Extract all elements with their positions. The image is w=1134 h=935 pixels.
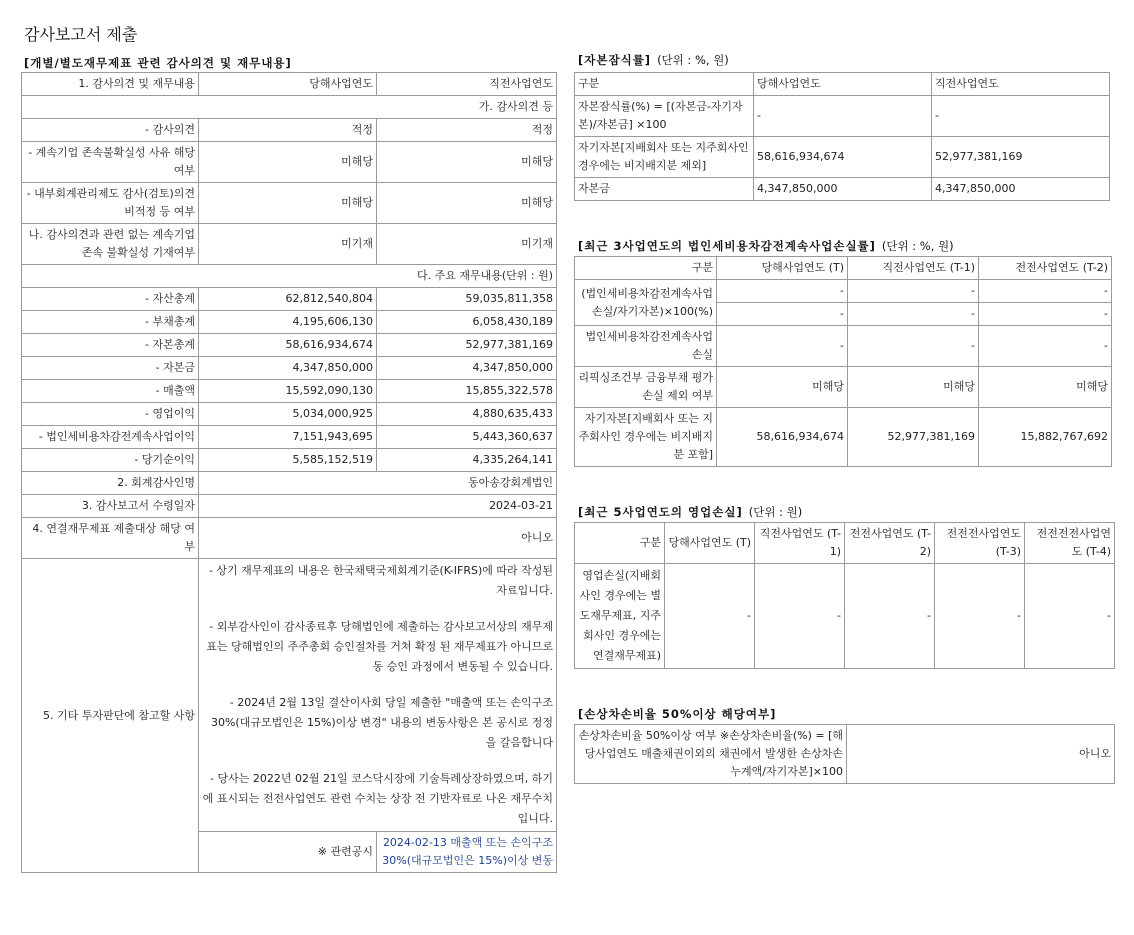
row-label: 손상차손비율 50%이상 여부 ※손상차손비율(%) = [해당사업연도 매출채권이외의 채권에서 발생한 손상차손 누계액/자기자본]×100	[575, 725, 847, 784]
current-value: 미해당	[199, 142, 377, 183]
table-row	[22, 142, 557, 183]
opinion-heading: 가. 감사의견 등	[22, 96, 557, 119]
table-row	[575, 280, 1112, 303]
table-row	[22, 119, 557, 142]
header-t-1: 직전사업연도 (T-1)	[848, 257, 979, 280]
financial-heading: 다. 주요 재무내용(단위 : 원)	[22, 265, 557, 288]
current-value: 미기재	[199, 224, 377, 265]
note-3: - 2024년 2월 13일 결산이사회 당일 제출한 "매출액 또는 손익구조 30%(대규모법인은 15%)이상 변경" 내용의 변동사항은 본 공시로 정정을 갈음합니다	[210, 696, 553, 749]
pretax-loss-title-text: [최근 3사업연도의 법인세비용차감전계속사업손실률]	[578, 239, 876, 253]
row-label: 자기자본[지배회사 또는 지주회사인 경우에는 비지배지분 포함]	[575, 408, 717, 467]
value-t-1: -	[755, 564, 845, 669]
table-row	[575, 564, 1115, 669]
table-row	[575, 367, 1112, 408]
audit-opinion-table	[21, 72, 557, 873]
other-notes	[199, 559, 557, 832]
row-label: 자본잠식률(%) = [(자본금-자기자본)/자본금] ×100	[575, 96, 754, 137]
table-row	[575, 725, 1115, 784]
table-header-row	[575, 257, 1112, 280]
value-t-1: 52,977,381,169	[848, 408, 979, 467]
header-t-2: 전전사업연도 (T-2)	[979, 257, 1112, 280]
pretax-loss-unit: (단위 : %, 원)	[881, 239, 954, 253]
previous-value: 4,880,635,433	[377, 403, 557, 426]
header-current-year: 당해사업연도	[199, 73, 377, 96]
previous-value: 미해당	[377, 142, 557, 183]
header-t: 당해사업연도 (T)	[717, 257, 848, 280]
table-row	[22, 288, 557, 311]
note-1: - 상기 재무제표의 내용은 한국채택국제회계기준(K-IFRS)에 따라 작성된 자료입니다.	[208, 564, 553, 597]
current-value: 미해당	[199, 183, 377, 224]
receipt-date-label: 3. 감사보고서 수령일자	[22, 495, 199, 518]
value-t-2: -	[845, 564, 935, 669]
row-label: - 당기순이익	[22, 449, 199, 472]
capital-impairment-title	[578, 52, 729, 68]
capital-impairment-title-text: [자본잠식률]	[578, 53, 652, 67]
current-value: 적정	[199, 119, 377, 142]
current-value: 58,616,934,674	[754, 137, 932, 178]
current-value: 7,151,943,695	[199, 426, 377, 449]
previous-value: 4,347,850,000	[377, 357, 557, 380]
header-t-2: 전전사업연도 (T-2)	[845, 523, 935, 564]
table-row	[575, 178, 1110, 201]
auditor-value: 동아송강회계법인	[199, 472, 557, 495]
row-label: - 매출액	[22, 380, 199, 403]
pretax-loss-table	[574, 256, 1112, 467]
table-row	[22, 311, 557, 334]
table-row	[575, 408, 1112, 467]
table-row	[22, 224, 557, 265]
previous-value: 52,977,381,169	[932, 137, 1110, 178]
ratio-value: -	[848, 303, 979, 326]
table-row	[575, 137, 1110, 178]
value-t: -	[665, 564, 755, 669]
table-header-row	[575, 523, 1115, 564]
current-value: 62,812,540,804	[199, 288, 377, 311]
table-row	[575, 326, 1112, 367]
value-t: -	[717, 326, 848, 367]
related-disclosure-link[interactable]: 2024-02-13 매출액 또는 손익구조 30%(대규모법인은 15%)이상 변동	[377, 832, 557, 873]
capital-impairment-table	[574, 72, 1110, 201]
table-header-row	[575, 73, 1110, 96]
previous-value: 6,058,430,189	[377, 311, 557, 334]
current-value: 58,616,934,674	[199, 334, 377, 357]
current-value: 15,592,090,130	[199, 380, 377, 403]
table-row	[22, 495, 557, 518]
table-row	[22, 559, 557, 832]
previous-value: 5,443,360,637	[377, 426, 557, 449]
audit-section-title: [개별/별도재무제표 관련 감사의견 및 재무내용]	[24, 56, 292, 70]
note-2: - 외부감사인이 감사종료후 당해법인에 제출하는 감사보고서상의 재무제표는 당해법인의 주주총회 승인절차를 거쳐 확정 된 재무제표가 아니므로 동 승인 과정에서 변동될 수 있습니다.	[206, 620, 553, 673]
row-label: 리픽싱조건부 금융부채 평가손실 제외 여부	[575, 367, 717, 408]
note-4: - 당사는 2022년 02월 21일 코스닥시장에 기술특례상장하였으며, 하기에 표시되는 전전사업연도 관련 수치는 상장 전 기반자료로 나온 재무수치입니다.	[202, 772, 553, 825]
previous-value: 4,335,264,141	[377, 449, 557, 472]
ratio-value: -	[979, 280, 1112, 303]
table-row	[22, 472, 557, 495]
previous-value: 미기재	[377, 224, 557, 265]
ratio-label: (법인세비용차감전계속사업손실/자기자본)×100(%)	[575, 280, 717, 326]
header-t-3: 전전전사업연도 (T-3)	[935, 523, 1025, 564]
current-value: 5,585,152,519	[199, 449, 377, 472]
table-row	[22, 334, 557, 357]
related-disclosure-label: ※ 관련공시	[199, 832, 377, 873]
table-row	[22, 357, 557, 380]
previous-value: 4,347,850,000	[932, 178, 1110, 201]
value-t-4: -	[1025, 564, 1115, 669]
bad-debt-table	[574, 724, 1115, 784]
current-value: -	[754, 96, 932, 137]
header-category: 구분	[575, 257, 717, 280]
row-label: 자기자본[지배회사 또는 지주회사인 경우에는 비지배지분 제외]	[575, 137, 754, 178]
header-label: 1. 감사의견 및 재무내용	[22, 73, 199, 96]
page-title: 감사보고서 제출	[24, 25, 138, 44]
previous-value: 15,855,322,578	[377, 380, 557, 403]
ratio-value: -	[848, 280, 979, 303]
header-t-4: 전전전전사업연도 (T-4)	[1025, 523, 1115, 564]
value-t-3: -	[935, 564, 1025, 669]
row-label: - 부채총계	[22, 311, 199, 334]
previous-value: 52,977,381,169	[377, 334, 557, 357]
bad-debt-value: 아니오	[847, 725, 1115, 784]
previous-value: 미해당	[377, 183, 557, 224]
auditor-label: 2. 회계감사인명	[22, 472, 199, 495]
row-label: - 계속기업 존속불확실성 사유 해당여부	[22, 142, 199, 183]
ratio-value: -	[717, 280, 848, 303]
operating-loss-title-text: [최근 5사업연도의 영업손실]	[578, 505, 743, 519]
header-t: 당해사업연도 (T)	[665, 523, 755, 564]
table-row	[22, 183, 557, 224]
other-label: 5. 기타 투자판단에 참고할 사항	[22, 559, 199, 873]
header-previous-year: 직전사업연도	[932, 73, 1110, 96]
pretax-loss-title	[578, 238, 954, 254]
row-label: - 내부회계관리제도 감사(검토)의견 비적정 등 여부	[22, 183, 199, 224]
header-t-1: 직전사업연도 (T-1)	[755, 523, 845, 564]
row-label: - 자본총계	[22, 334, 199, 357]
bad-debt-title: [손상차손비율 50%이상 해당여부]	[578, 707, 777, 721]
row-label: - 자본금	[22, 357, 199, 380]
row-label: - 자산총계	[22, 288, 199, 311]
table-row	[22, 380, 557, 403]
row-label: 자본금	[575, 178, 754, 201]
ratio-value: -	[717, 303, 848, 326]
table-row	[22, 449, 557, 472]
header-previous-year: 직전사업연도	[377, 73, 557, 96]
table-row	[22, 426, 557, 449]
operating-loss-title	[578, 504, 802, 520]
table-row	[22, 518, 557, 559]
ratio-value: -	[979, 303, 1112, 326]
header-category: 구분	[575, 523, 665, 564]
table-row	[22, 403, 557, 426]
row-label: 나. 감사의견과 관련 없는 계속기업 존속 불확실성 기재여부	[22, 224, 199, 265]
operating-loss-table	[574, 522, 1115, 669]
current-value: 4,195,606,130	[199, 311, 377, 334]
current-value: 5,034,000,925	[199, 403, 377, 426]
value-t-1: -	[848, 326, 979, 367]
row-label: - 감사의견	[22, 119, 199, 142]
table-row	[575, 96, 1110, 137]
capital-impairment-unit: (단위 : %, 원)	[657, 53, 729, 67]
operating-loss-unit: (단위 : 원)	[748, 505, 803, 519]
previous-value: 59,035,811,358	[377, 288, 557, 311]
value-t-2: 미해당	[979, 367, 1112, 408]
consolidated-label: 4. 연결재무제표 제출대상 해당 여부	[22, 518, 199, 559]
previous-value: 적정	[377, 119, 557, 142]
value-t-2: -	[979, 326, 1112, 367]
header-current-year: 당해사업연도	[754, 73, 932, 96]
row-label: 법인세비용차감전계속사업손실	[575, 326, 717, 367]
current-value: 4,347,850,000	[199, 357, 377, 380]
row-label: - 영업이익	[22, 403, 199, 426]
receipt-date-value: 2024-03-21	[199, 495, 557, 518]
row-label: 영업손실(지배회사인 경우에는 별도재무제표, 지주회사인 경우에는 연결재무제표)	[575, 564, 665, 669]
value-t: 미해당	[717, 367, 848, 408]
header-category: 구분	[575, 73, 754, 96]
value-t: 58,616,934,674	[717, 408, 848, 467]
previous-value: -	[932, 96, 1110, 137]
current-value: 4,347,850,000	[754, 178, 932, 201]
row-label: - 법인세비용차감전계속사업이익	[22, 426, 199, 449]
value-t-2: 15,882,767,692	[979, 408, 1112, 467]
consolidated-value: 아니오	[199, 518, 557, 559]
value-t-1: 미해당	[848, 367, 979, 408]
table-header-row	[22, 73, 557, 96]
